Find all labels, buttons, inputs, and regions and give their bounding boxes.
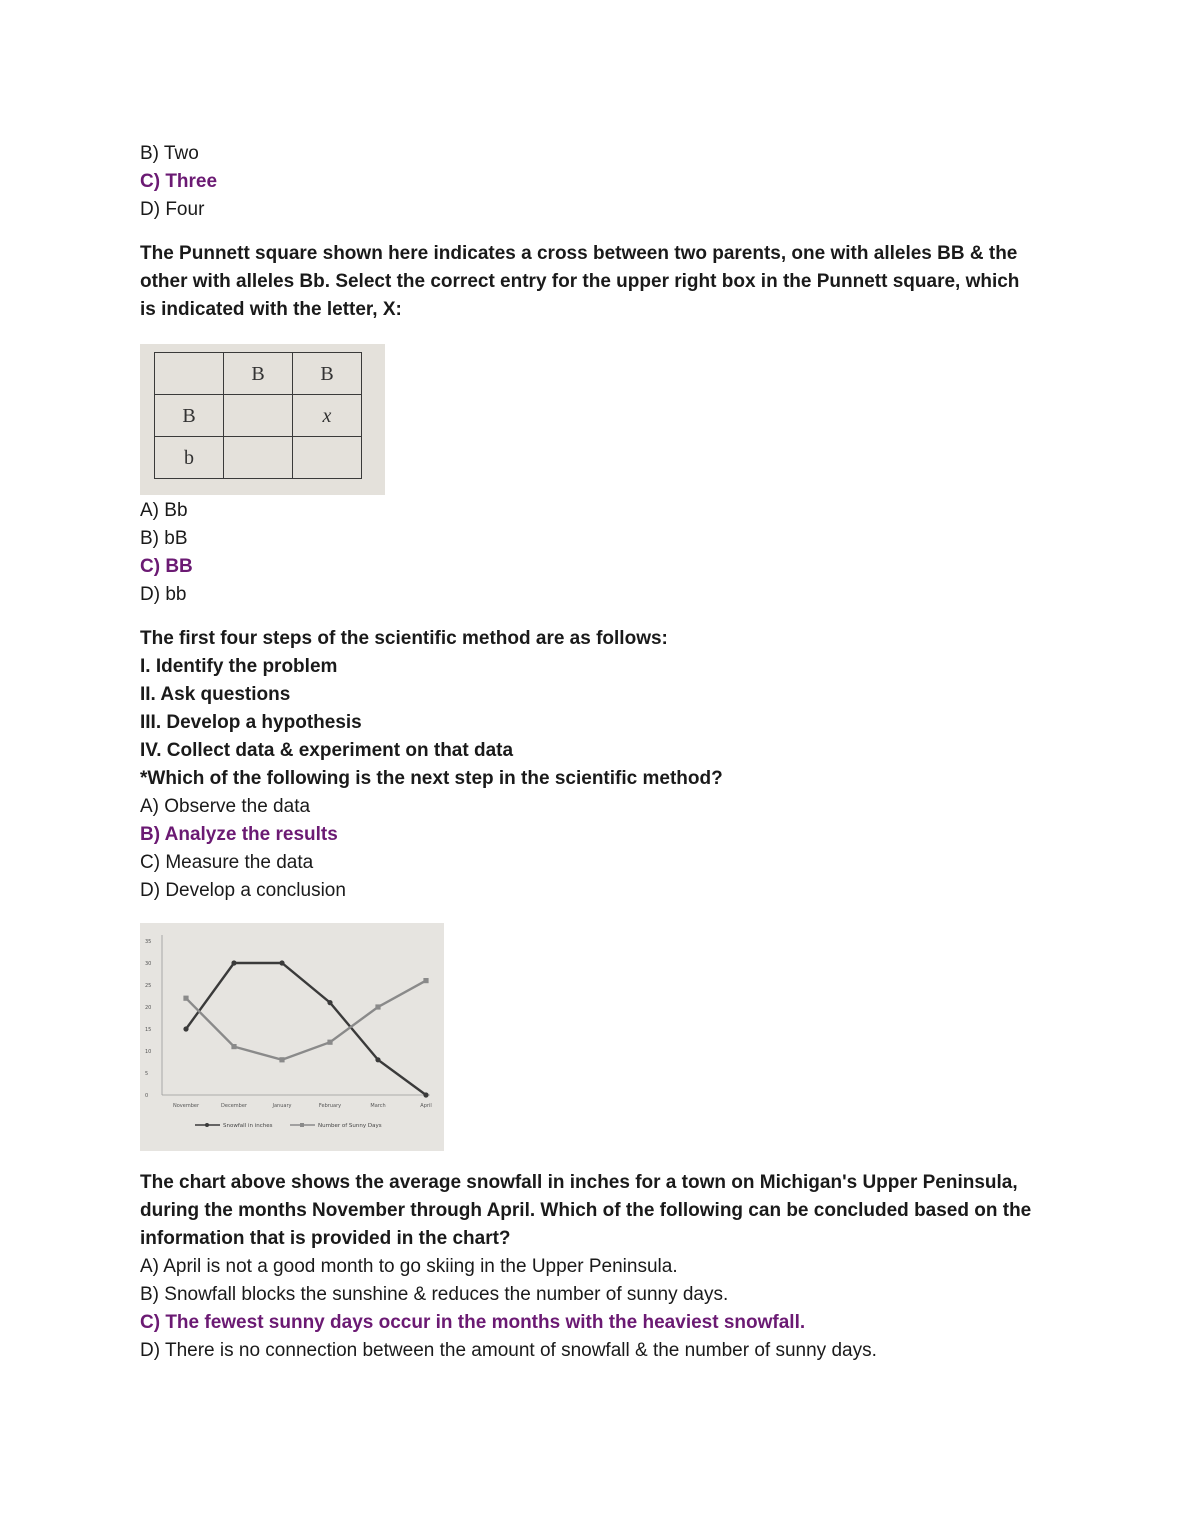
y-tick-label: 10 <box>145 1049 152 1055</box>
data-point <box>279 1057 284 1062</box>
y-tick-label: 5 <box>145 1071 149 1077</box>
legend-sunny-marker <box>300 1123 304 1127</box>
legend-snowfall-marker <box>205 1123 209 1127</box>
data-point <box>327 1000 332 1005</box>
q1-option-b: B) Two <box>140 143 199 164</box>
x-tick-label: January <box>272 1103 292 1109</box>
q2-question: The Punnett square shown here indicates a cross between two parents, one with alleles BB & the other with alleles Bb. Select the correct entry for the upper right box in the Punnett square, which is indicated with the letter, X: <box>140 243 1020 320</box>
document-page <box>140 140 1040 1365</box>
data-point <box>279 960 284 965</box>
q4-question: The chart above shows the average snowfall in inches for a town on Michigan's Upper Peninsula, during the months November through April. Which of the following can be concluded based on the information that is provided in the chart? <box>140 1172 1032 1249</box>
y-tick-label: 20 <box>145 1005 152 1011</box>
series-line-sunny-days <box>186 981 426 1060</box>
q3-step-2: II. Ask questions <box>140 684 291 705</box>
q2-option-a: A) Bb <box>140 500 188 521</box>
punnett-col1: B <box>224 353 293 395</box>
q4-option-d: D) There is no connection between the amount of snowfall & the number of sunny days. <box>140 1340 877 1361</box>
y-tick-label: 35 <box>145 939 152 945</box>
data-point <box>375 1057 380 1062</box>
line-chart <box>140 923 444 1151</box>
punnett-col2: B <box>293 353 362 395</box>
punnett-cell <box>224 437 293 479</box>
data-point <box>183 996 188 1001</box>
data-point <box>231 960 236 965</box>
punnett-table <box>154 352 362 479</box>
q3-option-b-correct: B) Analyze the results <box>140 824 338 845</box>
x-tick-label: April <box>420 1103 432 1109</box>
legend-snowfall-label: Snowfall in inches <box>223 1123 273 1129</box>
q2-option-c-correct: C) BB <box>140 556 193 577</box>
x-tick-label: November <box>172 1103 200 1109</box>
x-tick-label: February <box>318 1103 342 1109</box>
data-point <box>423 1092 428 1097</box>
series-line-snowfall <box>186 963 426 1095</box>
q3-question: *Which of the following is the next step in the scientific method? <box>140 768 723 789</box>
legend-sunny-label: Number of Sunny Days <box>318 1123 382 1129</box>
y-tick-label: 0 <box>145 1093 149 1099</box>
data-point <box>423 978 428 983</box>
q3-step-3: III. Develop a hypothesis <box>140 712 362 733</box>
punnett-cell <box>224 395 293 437</box>
q1-option-c-correct: C) Three <box>140 171 218 192</box>
q3-option-d: D) Develop a conclusion <box>140 880 346 901</box>
y-tick-label: 15 <box>145 1027 152 1033</box>
y-tick-label: 30 <box>145 961 152 967</box>
data-point <box>327 1040 332 1045</box>
x-tick-label: March <box>370 1103 386 1109</box>
q1-option-d: D) Four <box>140 199 205 220</box>
x-tick-label: December <box>221 1103 247 1109</box>
punnett-row1: B <box>155 395 224 437</box>
data-point <box>375 1004 380 1009</box>
q2-option-d: D) bb <box>140 584 187 605</box>
snowfall-chart-image <box>140 923 444 1151</box>
punnett-corner <box>155 353 224 395</box>
punnett-cell <box>293 437 362 479</box>
q3-intro: The first four steps of the scientific method are as follows: <box>140 628 668 649</box>
q2-option-b: B) bB <box>140 528 188 549</box>
punnett-row2: b <box>155 437 224 479</box>
q3-step-4: IV. Collect data & experiment on that data <box>140 740 514 761</box>
q3-step-1: I. Identify the problem <box>140 656 338 677</box>
data-point <box>231 1044 236 1049</box>
q4-option-a: A) April is not a good month to go skiing in the Upper Peninsula. <box>140 1256 678 1277</box>
q3-option-c: C) Measure the data <box>140 852 314 873</box>
data-point <box>183 1026 188 1031</box>
y-tick-label: 25 <box>145 983 152 989</box>
q4-option-b: B) Snowfall blocks the sunshine & reduces the number of sunny days. <box>140 1284 729 1305</box>
q3-option-a: A) Observe the data <box>140 796 311 817</box>
q4-option-c-correct: C) The fewest sunny days occur in the months with the heaviest snowfall. <box>140 1312 806 1333</box>
punnett-cell-x: x <box>293 395 362 437</box>
punnett-square-image <box>140 344 385 495</box>
